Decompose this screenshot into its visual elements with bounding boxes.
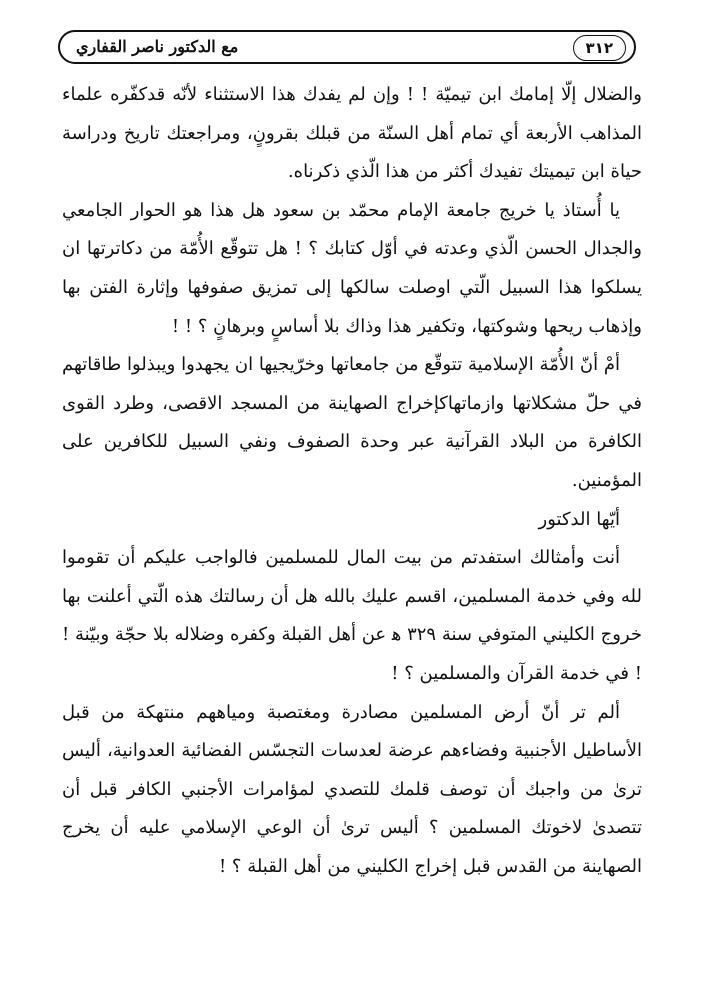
running-title: مع الدكتور ناصر القفاري (76, 37, 239, 56)
paragraph-heading: أيّها الدكتور (538, 508, 620, 530)
page-number: ٣١٢ (573, 35, 626, 61)
paragraph: أمْ أنّ الأُمّة الإسلامية تتوقّع من جامعاتها وخرّيجيها ان يجهدوا ويبذلوا طاقاتهم في حلّ مشكلاتها وازماتهاكإخراج الصهاينة من المسجد الاقصى، وطرد القوى الكافرة من البلاد القرآنية عبر وحدة الصفوف ونفي السبيل للكافرين على المؤمنين. (62, 354, 642, 491)
paragraph: يا أُستاذ يا خريج جامعة الإمام محمّد بن سعود هل هذا هو الحوار الجامعي والجدال الحسن الّذي وعدته في أوّل كتابك ؟ ! هل تتوقّع الأُمّة من دكاترتها ان يسلكوا هذا السبيل الّتي اوصلت سالكها إلى تمزيق صفوفها وإثارة الفتن بها وإذهاب ريحها وشوكتها، وتكفير هذا وذاك بلا أساسٍ وبرهانٍ ؟ ! ! (62, 199, 642, 337)
paragraph: والضلال إلّا إمامك ابن تيميّة ! ! وإن لم يفدك هذا الاستثناء لأنّه قدكفّره علماء المذاهب الأربعة أي تمام أهل السنّة من قبلك بقرونٍ، ومراجعتك تاريخ ودراسة حياة ابن تيميتك تفيدك أكثر من هذا الّذي ذكرناه. (62, 84, 642, 183)
running-header (58, 30, 636, 64)
paragraph: أنت وأمثالك استفدتم من بيت المال للمسلمين فالواجب عليكم أن تقوموا لله وفي خدمة المسلمين، اقسم عليك بالله هل أن رسالتك هذه الّتي أعلنت بها خروج الكليني المتوفي سنة ٣٢٩ ﻫ عن أهل القبلة وكفره وضلاله بلا حجّة وبيّنة ! ! في خدمة القرآن والمسلمين ؟ ! (61, 547, 642, 684)
paragraph: ألم تر أنّ أرض المسلمين مصادرة ومغتصبة ومياههم منتهكة من قبل الأساطيل الأجنبية وفضاءهم عرضة لعدسات التجسّس الفضائية العدوانية، أليس ترىٰ من واجبك أن توصف قلمك للتصدي لمؤامرات الأجنبي الكافر قبل أن تتصدىٰ لاخوتك المسلمين ؟ أليس ترىٰ أن الوعي الإسلامي عليه أن يخرج الصهاينة من القدس قبل إخراج الكليني من أهل القبلة ؟ ! (62, 701, 642, 877)
body-text (62, 76, 642, 886)
